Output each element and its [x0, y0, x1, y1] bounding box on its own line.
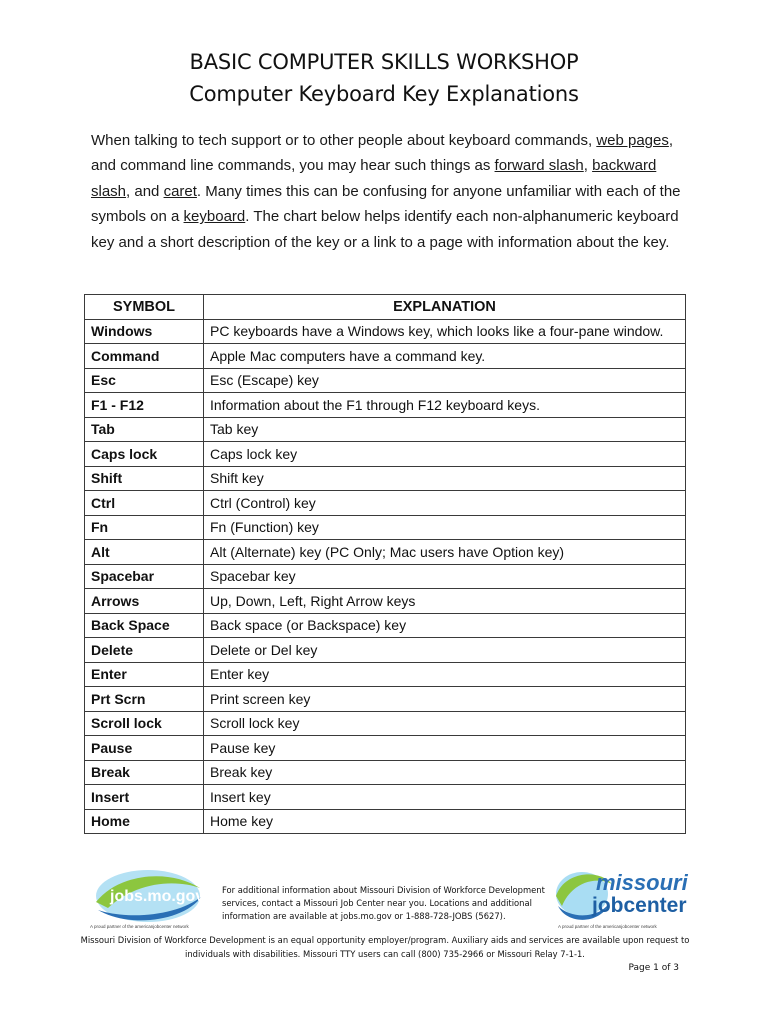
jobcenter-logo-text: jobcenter — [592, 894, 687, 917]
symbol-cell: Alt — [85, 540, 204, 565]
symbol-cell: Scroll lock — [85, 711, 204, 736]
intro-text: , and command line commands, you may hear such things as — [91, 132, 674, 175]
table-row — [85, 711, 686, 736]
column-header-explanation: EXPLANATION — [204, 295, 686, 320]
symbol-cell: Tab — [85, 417, 204, 442]
document-subtitle: Computer Keyboard Key Explanations — [189, 82, 579, 106]
explanation-cell: Insert key — [204, 785, 686, 810]
link-caret[interactable]: caret — [163, 182, 197, 200]
symbol-cell: Ctrl — [85, 491, 204, 516]
table-row — [85, 442, 686, 467]
symbol-cell: Enter — [85, 662, 204, 687]
explanation-cell: Information about the F1 through F12 keyboard keys. — [204, 393, 686, 418]
missouri-job-center-logo — [552, 866, 692, 930]
symbol-cell: Arrows — [85, 589, 204, 614]
table-row — [85, 736, 686, 761]
symbol-cell: Shift — [85, 466, 204, 491]
intro-text: . The chart below helps identify each non-alphanumeric keyboard key and a short description of the key or a link to a page with information about the key. — [91, 208, 679, 251]
explanation-cell: Shift key — [204, 466, 686, 491]
explanation-cell: Alt (Alternate) key (PC Only; Mac users have Option key) — [204, 540, 686, 565]
table-row — [85, 515, 686, 540]
symbol-cell: Back Space — [85, 613, 204, 638]
intro-text: , — [583, 157, 593, 175]
explanation-cell: Back space (or Backspace) key — [204, 613, 686, 638]
table-row — [85, 491, 686, 516]
intro-text: , and — [126, 182, 164, 200]
tagline-right: A proud partner of the americanjobcenter network — [558, 924, 657, 929]
table-row — [85, 393, 686, 418]
table-row — [85, 687, 686, 712]
explanation-cell: Break key — [204, 760, 686, 785]
keyboard-keys-table — [84, 294, 686, 834]
symbol-cell: Command — [85, 344, 204, 369]
intro-paragraph — [91, 128, 691, 255]
table-row — [85, 344, 686, 369]
tagline-left: A proud partner of the americanjobcenter network — [90, 924, 189, 929]
explanation-cell: Print screen key — [204, 687, 686, 712]
explanation-cell: Enter key — [204, 662, 686, 687]
footer-eeo-text: Missouri Division of Workforce Development is an equal opportunity employer/program. Auxiliary aids and services are available upon request to individuals with disabilities. Missouri TTY users can call (800) 735-2966 or Missouri Relay 7-1-1. — [80, 935, 690, 959]
explanation-cell: Fn (Function) key — [204, 515, 686, 540]
table-row — [85, 662, 686, 687]
link-keyboard[interactable]: keyboard — [183, 208, 246, 226]
footer-info-text: For additional information about Missouri Division of Workforce Development services, contact a Missouri Job Center near you. Locations and additional information are available at jobs.mo.gov or 1-888-728-JOBS (5627). — [222, 885, 545, 921]
jobs-mo-gov-logo — [88, 866, 208, 930]
explanation-cell: Ctrl (Control) key — [204, 491, 686, 516]
symbol-cell: Windows — [85, 319, 204, 344]
symbol-cell: Fn — [85, 515, 204, 540]
symbol-cell: Spacebar — [85, 564, 204, 589]
table-header-row — [85, 295, 686, 320]
symbol-cell: F1 - F12 — [85, 393, 204, 418]
table-row — [85, 589, 686, 614]
table-row — [85, 564, 686, 589]
table-row — [85, 809, 686, 834]
explanation-cell: Delete or Del key — [204, 638, 686, 663]
table-row — [85, 638, 686, 663]
symbol-cell: Pause — [85, 736, 204, 761]
document-title: BASIC COMPUTER SKILLS WORKSHOP — [189, 50, 579, 74]
intro-text: When talking to tech support or to other people about keyboard commands, — [91, 132, 597, 149]
link-web-pages[interactable]: web pages — [596, 132, 669, 149]
intro-text: . Many times this can be confusing for anyone unfamiliar with each of the symbols on a — [91, 182, 681, 226]
explanation-cell: Up, Down, Left, Right Arrow keys — [204, 589, 686, 614]
link-forward-slash[interactable]: forward slash — [494, 157, 584, 175]
explanation-cell: Caps lock key — [204, 442, 686, 467]
jobs-logo-text: jobs.mo.gov — [110, 888, 205, 905]
explanation-cell: Spacebar key — [204, 564, 686, 589]
table-row — [85, 466, 686, 491]
symbol-cell: Delete — [85, 638, 204, 663]
missouri-logo-text: missouri — [596, 870, 688, 895]
symbol-cell: Home — [85, 809, 204, 834]
explanation-cell: Home key — [204, 809, 686, 834]
symbol-cell: Break — [85, 760, 204, 785]
table-row — [85, 368, 686, 393]
table-row — [85, 785, 686, 810]
explanation-cell: Scroll lock key — [204, 711, 686, 736]
table-row — [85, 540, 686, 565]
explanation-cell: Pause key — [204, 736, 686, 761]
symbol-cell: Insert — [85, 785, 204, 810]
explanation-cell: PC keyboards have a Windows key, which looks like a four-pane window. — [204, 319, 686, 344]
page-number: Page 1 of 3 — [628, 963, 679, 973]
table-row — [85, 319, 686, 344]
table-row — [85, 760, 686, 785]
symbol-cell: Prt Scrn — [85, 687, 204, 712]
symbol-cell: Caps lock — [85, 442, 204, 467]
explanation-cell: Apple Mac computers have a command key. — [204, 344, 686, 369]
link-backward-slash[interactable]: backward slash — [91, 157, 657, 200]
table-row — [85, 417, 686, 442]
explanation-cell: Esc (Escape) key — [204, 368, 686, 393]
explanation-cell: Tab key — [204, 417, 686, 442]
column-header-symbol: SYMBOL — [85, 295, 204, 320]
table-row — [85, 613, 686, 638]
symbol-cell: Esc — [85, 368, 204, 393]
